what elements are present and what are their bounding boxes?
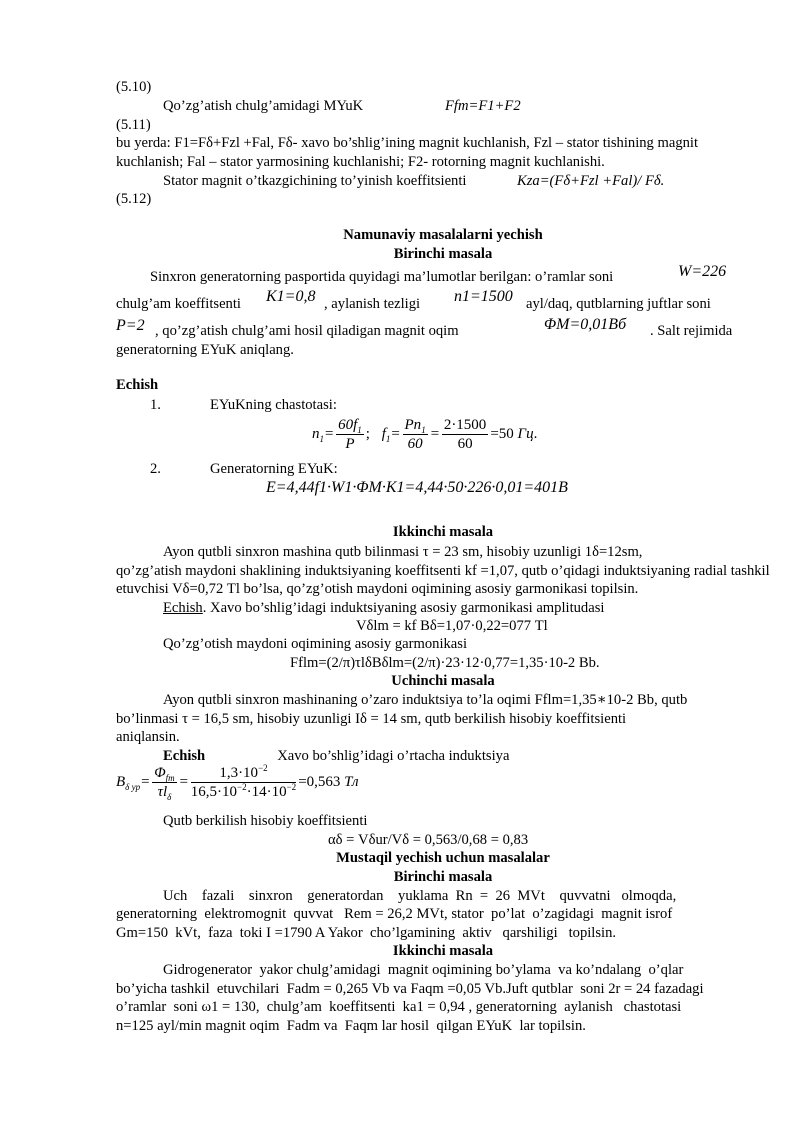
problem-3-echish: Echish bbox=[163, 748, 206, 764]
problem-2-text-3: etuvchisi Vδ=0,72 Tl bo’lsa, qo’zg’otish maydoni oqimining asosiy garmonikasi topilsin. bbox=[116, 581, 639, 597]
problem-1-title: Birinchi masala bbox=[393, 246, 493, 262]
independent-problem-2-text-1: Gidrogenerator yakor chulg’amidagi magnit oqimining bo’ylama va ko’ndalang o’qlar bbox=[163, 962, 684, 978]
independent-problem-1-text-1: Uch fazali sinxron generatordan yuklama Rn = 26 MVt quvvatni olmoqda, bbox=[163, 888, 677, 904]
problem-2-formula-2: Fflm=(2/π)τlδBδlm=(2/π)·23·12·0,77=1,35·10-2 Bb. bbox=[290, 655, 600, 671]
problem-2-solution-line bbox=[163, 599, 604, 618]
equation-number-5-10: (5.10) bbox=[116, 79, 152, 95]
problem-1-Phi: ΦM=0,01Вб bbox=[544, 316, 627, 333]
equation-number-5-11: (5.11) bbox=[116, 117, 151, 133]
problem-3-formula-2: αδ = Vδur/Vδ = 0,563/0,68 = 0,83 bbox=[328, 832, 529, 848]
independent-problem-1-text-2: generatorning elektromognit quvvat Rem = 26,2 MVt, stator po’lat o’zagidagi magnit isrof bbox=[116, 906, 673, 922]
section-heading-examples: Namunaviy masalalarni yechish bbox=[343, 227, 543, 243]
problem-1-text-7: generatorning EYuK aniqlang. bbox=[116, 342, 294, 358]
problem-1-n: n1=1500 bbox=[454, 288, 513, 305]
problem-2-text-1: Ayon qutbli sinxron mashina qutb bilinmasi τ = 23 sm, hisobiy uzunligi 1δ=12sm, bbox=[163, 544, 643, 560]
step-1-text: EYuKning chastotasi: bbox=[210, 397, 337, 413]
saturation-description: Stator magnit o’tkazgichining to’yinish koeffitsienti bbox=[163, 173, 467, 189]
saturation-formula: Kza=(Fδ+Fzl +Fal)/ Fδ. bbox=[517, 173, 665, 189]
mmf-description: Qo’zg’atish chulg’amidagi MYuK bbox=[163, 98, 364, 114]
section-heading-independent: Mustaqil yechish uchun masalalar bbox=[336, 850, 550, 866]
independent-problem-2-text-3: o’ramlar soni ω1 = 130, chulg’am koeffitsenti ka1 = 0,94 , generatorning aylanish chastotasi bbox=[116, 999, 682, 1015]
problem-3-solution-text-2: Qutb berkilish hisobiy koeffitsienti bbox=[163, 813, 368, 829]
independent-problem-1-title: Birinchi masala bbox=[393, 869, 493, 885]
problem-3-formula-1: $B_{\delta yp}=$ $\frac{\Phi_{fm}}{\tau l_\delta}$ = $\frac{1,3\cdot 10^{-2}}{16,5\cdot 10^{-2}\cdot 14\cdot 10^{-2}}$ =0,563 Тл bbox=[116, 763, 359, 802]
independent-problem-2-title: Ikkinchi masala bbox=[392, 943, 494, 959]
problem-1-text-6: . Salt rejimida bbox=[650, 323, 733, 339]
problem-3-text-2: bo’linmasi τ = 16,5 sm, hisobiy uzunligi Iδ = 14 sm, qutb berkilish hisobiy koeffitsienti bbox=[116, 711, 627, 727]
problem-2-title: Ikkinchi masala bbox=[392, 524, 494, 540]
problem-3-title: Uchinchi masala bbox=[391, 673, 495, 689]
problem-2-echish-link: Echish bbox=[163, 600, 203, 616]
problem-1-text-5: , qo’zg’atish chulg’ami hosil qiladigan magnit oqim bbox=[155, 323, 459, 339]
problem-1-text-2: chulg’am koeffitsenti bbox=[116, 296, 241, 312]
problem-1-text-1: Sinxron generatorning pasportida quyidagi ma’lumotlar berilgan: o’ramlar soni bbox=[150, 269, 614, 285]
step-2-number: 2. bbox=[150, 461, 161, 477]
problem-2-formula-1: Vδlm = kf Bδ=1,07·0,22=077 Tl bbox=[356, 618, 548, 634]
problem-1-K: K1=0,8 bbox=[266, 288, 316, 305]
independent-problem-2-text-2: bo’yicha tashkil etuvchilari Fadm = 0,265 Vb va Faqm =0,05 Vb.Juft qutblar soni 2r = 24 fazadagi bbox=[116, 981, 704, 997]
problem-1-text-4: ayl/daq, qutblarning juftlar soni bbox=[526, 296, 711, 312]
problem-1-P: P=2 bbox=[116, 317, 145, 334]
problem-2-solution-text-2: Qo’zg’otish maydoni oqimining asosiy garmonikasi bbox=[163, 636, 468, 652]
mmf-formula: Ffm=F1+F2 bbox=[445, 98, 521, 114]
problem-1-text-3: , aylanish tezligi bbox=[324, 296, 421, 312]
step-2-formula: E=4,44f1·W1·ΦM·K1=4,44·50·226·0,01=401B bbox=[266, 479, 568, 496]
independent-problem-1-text-3: Gm=150 kVt, faza toki I =1790 A Yakor cho’lgamining aktiv qarshiligi topilsin. bbox=[116, 925, 617, 941]
independent-problem-2-text-4: n=125 ayl/min magnit oqim Fadm va Faqm lar hosil qilgan EYuK lar topilsin. bbox=[116, 1018, 586, 1034]
where-text-line-2: kuchlanish; Fal – stator yarmosining kuchlanishi; F2- rotorning magnit kuchlanishi. bbox=[116, 154, 605, 170]
solution-label: Echish bbox=[116, 377, 159, 393]
step-2-text: Generatorning EYuK: bbox=[210, 461, 338, 477]
step-1-number: 1. bbox=[150, 397, 161, 413]
problem-3-text-1: Ayon qutbli sinxron mashinaning o’zaro induktsiya to’la oqimi Fflm=1,35∗10-2 Bb, qutb bbox=[163, 692, 688, 708]
equation-number-5-12: (5.12) bbox=[116, 191, 152, 207]
problem-1-W: W=226 bbox=[678, 263, 727, 280]
where-text-line-1: bu yerda: F1=Fδ+Fzl +Fal, Fδ- xavo bo’shlig’ining magnit kuchlanish, Fzl – stator tishining magnit bbox=[116, 135, 699, 151]
problem-3-text-3: aniqlansin. bbox=[116, 729, 180, 745]
problem-2-solution-text-1: . Xavo bo’shlig’idagi induktsiyaning asosiy garmonikasi amplitudasi bbox=[202, 600, 605, 616]
step-1-formula: $n_1=$ $\frac{60f_1}{P}$ ; $f_1=$ $\frac{Pn_1}{60}$ = $\frac{2\cdot 1500}{60}$ =50 Гц. bbox=[312, 417, 538, 452]
problem-3-solution-text-1: Xavo bo’shlig’idagi o’rtacha induktsiya bbox=[277, 748, 510, 764]
problem-2-text-2: qo’zg’atish maydoni shaklining induktsiyaning koeffitsenti kf =1,07, qutb o’qidagi induktsiyaning radial tashkil bbox=[116, 563, 770, 579]
